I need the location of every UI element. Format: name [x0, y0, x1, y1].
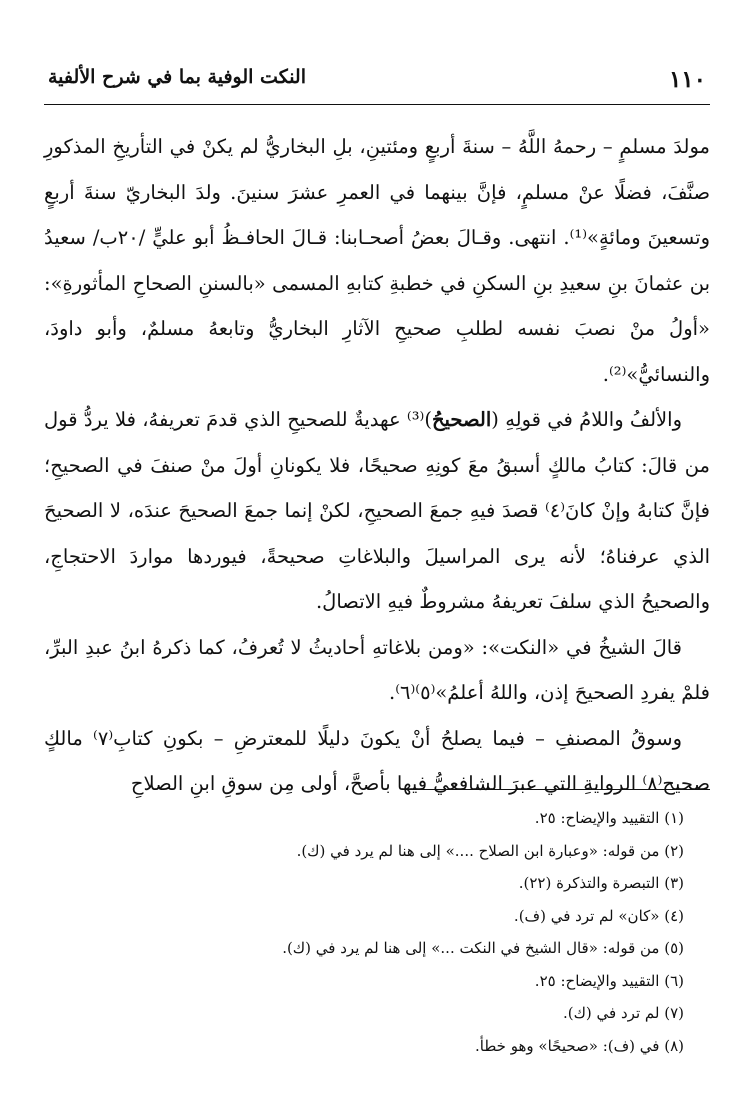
page-number: ١١٠ — [668, 66, 706, 93]
footnotes — [44, 802, 684, 1062]
footnote-7: (٧) لم ترد في (ك). — [562, 1004, 684, 1022]
page-header — [44, 66, 710, 100]
footnote-4: (٤) «كان» لم ترد في (ف). — [513, 906, 684, 925]
header-divider — [44, 104, 710, 105]
main-text — [44, 124, 710, 807]
paragraph-2-rest: )⁽³⁾ عهديةٌ للصحيحِ الذي قدمَ تعريفهُ، — [135, 408, 432, 431]
paragraph-1: مولدَ مسلمٍ – رحمهُ اللَّهُ – سنةَ أربعٍ ومئتينِ، بلِ البخاريُّ لم يكنْ في التأريخِ المذكورِ صنَّفَ، فضلًا عنْ مسلمٍ، فإنَّ بينهما في العمرِ عشرَ سنينَ. ولدَ البخاريّ سنةَ أربعٍ وتسعينَ ومائةٍ»⁽¹⁾. انتهى. وقـالَ بعضُ أصحـابنا: قـالَ الحافـظُ أبو عليٍّ /٢٠ب/ سعيدُ بن عثمانَ بنِ سعيدِ بنِ السكنِ في خطبةِ كتابهِ المسمى «بالسننِ الصحاحِ المأثورةِ»: «أولُ منْ نصبَ نفسه لطلبِ صحيحِ الآثارِ البخاريُّ وتابعهُ مسلمٌ، وأبو داودَ، والنسائيُّ»⁽²⁾. — [44, 135, 710, 386]
paragraph-3: قالَ الشيخُ في «النكت»: «ومن بلاغاتهِ أحاديثُ لا تُعرفُ، كما ذكرهُ ابنُ عبدِ البرِّ، فلمْ يفردِ الصحيحَ إذن، واللهُ أعلمُ»⁽٥⁾⁽٦⁾. — [44, 635, 710, 704]
footnote-5: (٥) من قوله: «قال الشيخ في النكت ...» إلى هنا لم يرد في (ك). — [282, 939, 684, 957]
footnote-3: (٣) التبصرة والتذكرة (٢٢). — [518, 874, 684, 892]
footnote-2: (٢) من قوله: «وعبارة ابن الصلاح ....» إلى هنا لم يرد في (ك). — [296, 841, 684, 860]
running-title: النكت الوفية بما في شرح الألفية — [48, 66, 306, 88]
paragraph-2 — [44, 397, 710, 625]
footnote-8: (٨) في (ف): «صحيحًا» وهو خطأ. — [475, 1036, 684, 1055]
paragraph-4: وسوقُ المصنفِ – فيما يصلحُ أنْ يكونَ دليلًا للمعترضِ – بكونِ كتابِ⁽٧⁾ مالكٍ صحيح⁽٨⁾ الروايةِ التي عبرَ الشافعيُّ فيها بأصحَّ، أولى مِن سوقِ ابنِ الصلاحِ — [44, 726, 710, 795]
footnote-6: (٦) التقييد والإيضاح: ٢٥. — [534, 971, 684, 990]
footnote-divider — [410, 789, 710, 790]
footnote-1: (١) التقييد والإيضاح: ٢٥. — [534, 809, 684, 827]
paragraph-2-lead: والألفُ واللامُ في قولِهِ ( — [491, 408, 682, 431]
paragraph-2-body: فلا يردُّ قول من قالَ: كتابُ مالكٍ أسبقُ معَ كونِهِ صحيحًا، فلا يكونانِ أولَ منْ صنفَ في الصحيحِ؛ فإنَّ كتابهُ وإنْ كانَ⁽٤⁾ قصدَ فيهِ جمعَ الصحيحِ، لكنْ إنما جمعَ الصحيحَ عندَه، لا الصحيحَ الذي عرفناهُ؛ لأنه يرى المراسيلَ والبلاغاتِ صحيحةً، فيوردها مواردَ الاحتجاجِ، والصحيحُ الذي سلفَ تعريفهُ مشروطٌ فيهِ الاتصالُ. — [44, 408, 710, 613]
quoted-term: الصحيحُ — [431, 408, 492, 431]
